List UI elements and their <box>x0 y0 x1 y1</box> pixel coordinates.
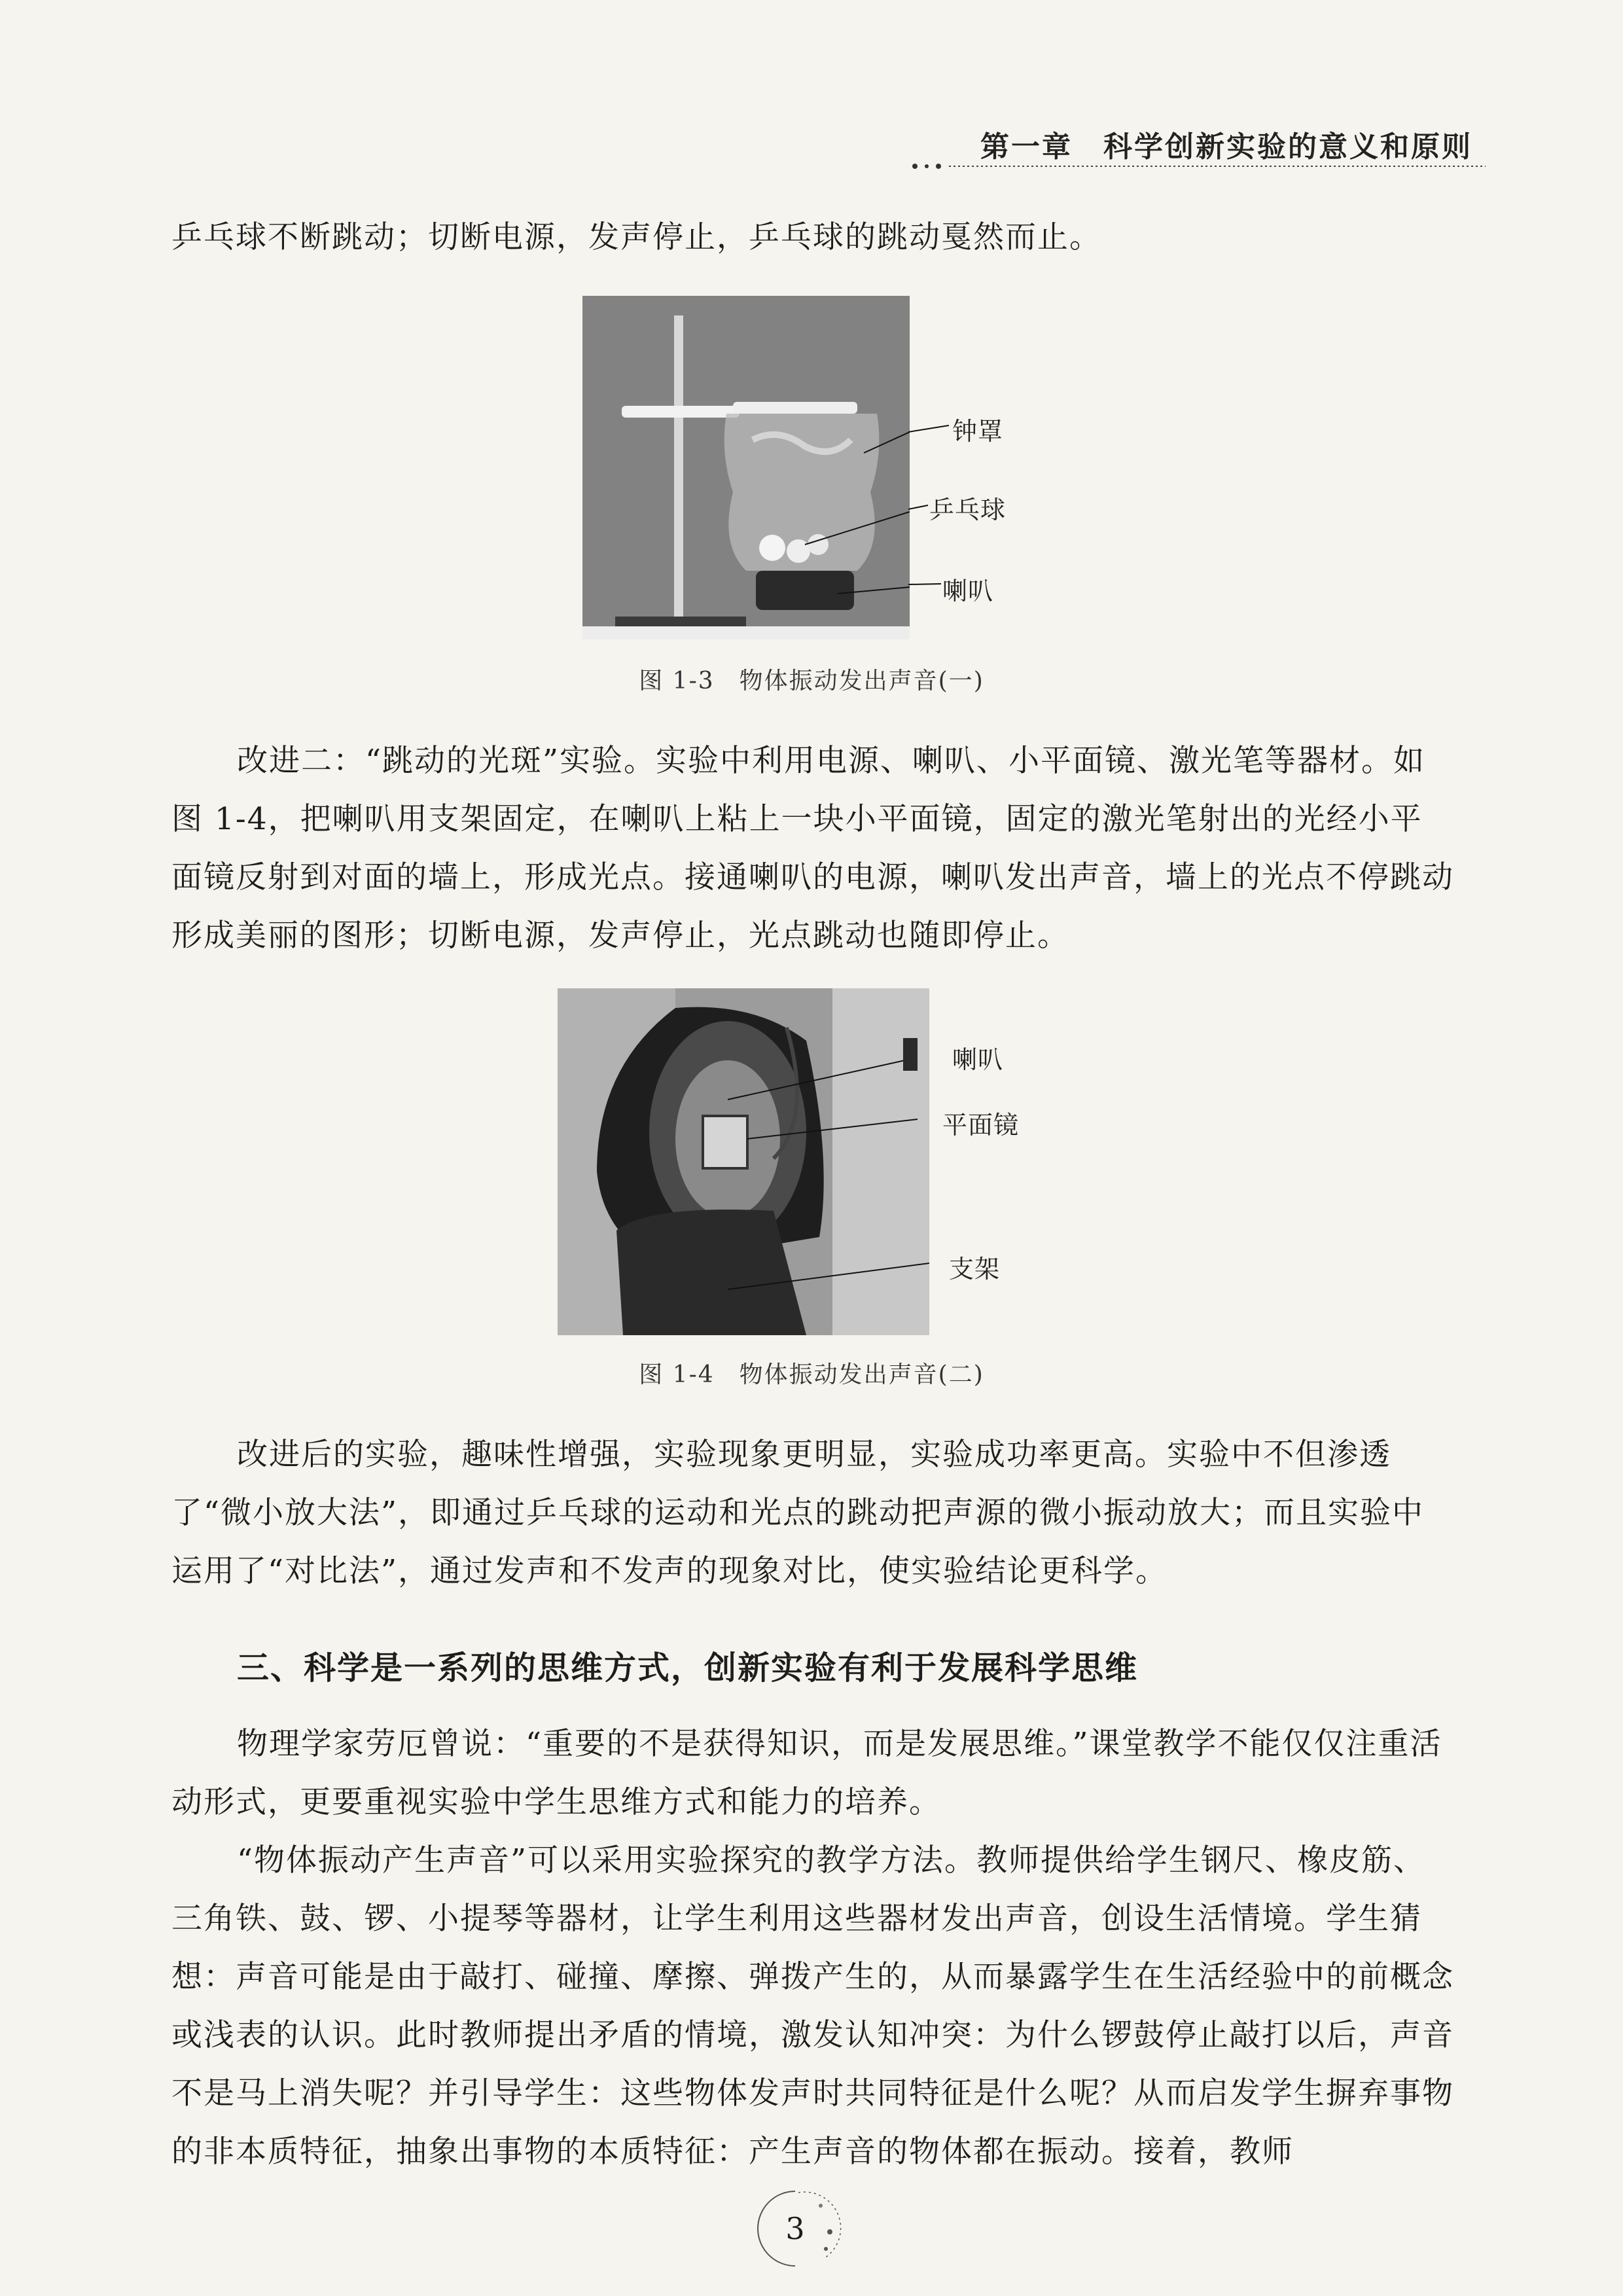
figure-1-4-photo <box>558 988 929 1335</box>
page-number-badge <box>753 2186 851 2271</box>
paragraph-5: “物体振动产生声音”可以采用实验探究的教学方法。教师提供给学生钢尺、橡皮筋、三角铁、鼓、锣、小提琴等器材，让学生利用这些器材发出声音，创设生活情境。学生猜想：声音可能是由于敲打、碰撞、摩擦、弹拨产生的，从而暴露学生在生活经验中的前概念或浅表的认识。此时教师提出矛盾的情境，激发认知冲突：为什么锣鼓停止敲打以后，声音不是马上消失呢？并引导学生：这些物体发声时共同特征是什么呢？从而启发学生摒弃事物的非本质特征，抽象出事物的本质特征：产生声音的物体都在振动。接着，教师 <box>171 1842 1454 2170</box>
label-stand: 支架 <box>949 1255 1001 1283</box>
figure-1-3-leaders <box>908 406 954 596</box>
label-mirror: 平面镜 <box>942 1111 1020 1139</box>
label-bell-jar: 钟罩 <box>952 417 1004 446</box>
label-ping-pong: 乒乓球 <box>929 495 1007 524</box>
label-speaker: 喇叭 <box>942 577 994 605</box>
paragraph-4: 物理学家劳厄曾说：“重要的不是获得知识，而是发展思维。”课堂教学不能仅仅注重活动形式，更要重视实验中学生思维方式和能力的培养。 <box>171 1726 1442 1820</box>
paragraph-2: 改进二：“跳动的光斑”实验。实验中利用电源、喇叭、小平面镜、激光笔等器材。如图 1-4，把喇叭用支架固定，在喇叭上粘上一块小平面镜，固定的激光笔射出的光经小平面镜反射到对面的墙上，形成光点。接通喇叭的电源，喇叭发出声音，墙上的光点不停跳动形成美丽的图形；切断电源，发声停止，光点跳动也随即停止。 <box>171 743 1454 954</box>
figure-1-4-caption: 图 1-4 物体振动发出声音(二) <box>639 1361 984 1388</box>
paragraph-1: 乒乓球不断跳动；切断电源，发声停止，乒乓球的跳动戛然而止。 <box>171 219 1101 255</box>
paragraph-3: 改进后的实验，趣味性增强，实验现象更明显，实验成功率更高。实验中不但渗透了“微小放大法”，即通过乒乓球的运动和光点的跳动把声源的微小振动放大；而且实验中运用了“对比法”，通过发声和不发声的现象对比，使实验结论更科学。 <box>171 1437 1425 1589</box>
header-rule <box>910 162 1486 170</box>
page-number: 3 <box>785 2211 805 2246</box>
section-heading: 三、科学是一系列的思维方式，创新实验有利于发展科学思维 <box>237 1649 1139 1687</box>
label-speaker-2: 喇叭 <box>952 1045 1004 1074</box>
figure-1-3-photo <box>582 296 910 639</box>
figure-1-3-caption: 图 1-3 物体振动发出声音(一) <box>639 668 984 694</box>
chapter-header: 第一章 科学创新实验的意义和原则 <box>980 130 1472 164</box>
